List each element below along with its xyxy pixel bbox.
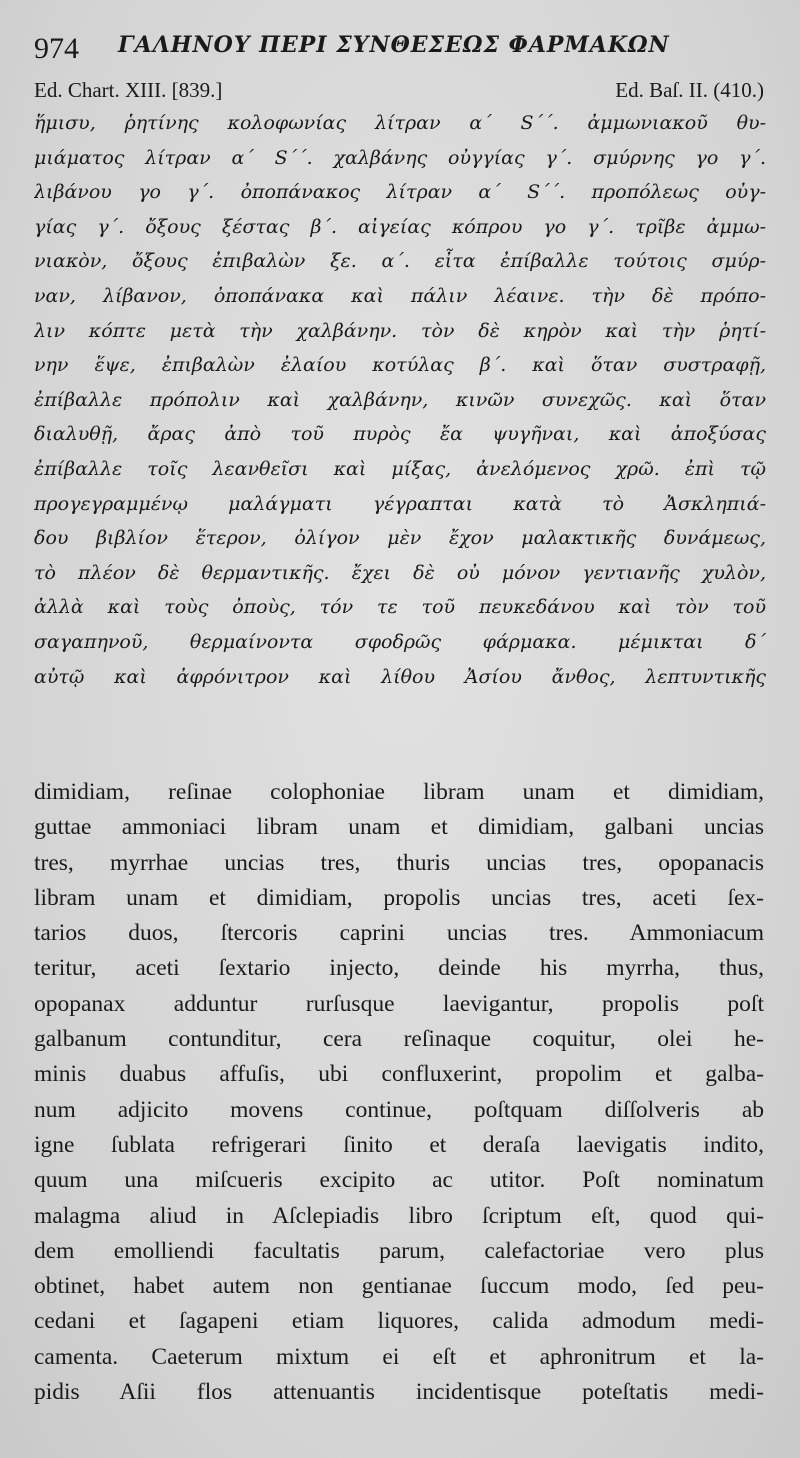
latin-text-line: obtinet, habet autem non gentianae ſuccum modo, ſed peu-: [34, 1273, 764, 1300]
latin-text-line: tarios duos, ſtercoris caprini uncias tres. Ammoniacum: [34, 920, 764, 947]
greek-text-line: νιακὸν, ὄξους ἐπιβαλὼν ξε. α΄. εἶτα ἐπίβαλλε τούτοις σμύρ-: [34, 250, 766, 273]
latin-translation-block: [34, 775, 764, 1410]
greek-text-line: ναν, λίβανον, ὀποπάνακα καὶ πάλιν λέαινε. τὴν δὲ πρόπο-: [34, 284, 766, 307]
greek-text-line: ἥμισυ, ῥητίνης κολοφωνίας λίτραν α΄ S΄΄. ἀμμωνιακοῦ θυ-: [34, 112, 766, 134]
page-number: 974: [34, 32, 79, 65]
greek-text-line: αὐτῷ καὶ ἀφρόνιτρον καὶ λίθου Ἀσίου ἄνθος, λεπτυντικῆς: [34, 665, 766, 688]
greek-text-line: λιβάνου γο γ΄. ὀποπάνακος λίτραν α΄ S΄΄. προπόλεως οὐγ-: [34, 181, 766, 204]
latin-text-line: galbanum contunditur, cera reſinaque coquitur, olei he-: [34, 1026, 764, 1053]
latin-text-line: igne ſublata refrigerari ſinito et deraſa laevigatis indito,: [34, 1131, 764, 1158]
greek-text-line: ἐπίβαλλε τοῖς λεανθεῖσι καὶ μίξας, ἀνελόμενος χρῶ. ἐπὶ τῷ: [34, 457, 766, 480]
greek-text-line: νην ἕψε, ἐπιβαλὼν ἐλαίου κοτύλας β΄. καὶ ὅταν συστραφῇ,: [34, 354, 766, 377]
latin-text-line: cedani et ſagapeni etiam liquores, calida admodum medi-: [34, 1308, 764, 1335]
greek-text-line: ἐπίβαλλε πρόπολιν καὶ χαλβάνην, κινῶν συνεχῶς. καὶ ὅταν: [34, 388, 766, 411]
latin-text-line: camenta. Caeterum mixtum ei eſt et aphronitrum et la-: [34, 1343, 764, 1370]
greek-text-line: μιάματος λίτραν α΄ S΄΄. χαλβάνης οὐγγίας γ΄. σμύρνης γο γ΄.: [34, 146, 766, 169]
greek-text-line: σαγαπηνοῦ, θερμαίνοντα σφοδρῶς φάρμακα. μέμικται δ΄: [34, 630, 766, 653]
greek-text-block: [34, 106, 766, 694]
latin-text-line: pidis Aſii flos attenuantis incidentisque poteſtatis medi-: [34, 1379, 764, 1406]
running-title: ΓΑΛΗΝΟΥ ΠΕΡΙ ΣΥΝΘΕΣΕΩΣ ΦΑΡΜΑΚΩΝ: [118, 32, 670, 58]
greek-text-line: λιν κόπτε μετὰ τὴν χαλβάνην. τὸν δὲ κηρὸν καὶ τὴν ῥητί-: [34, 319, 766, 342]
latin-text-line: libram unam et dimidiam, propolis uncias tres, aceti ſex-: [34, 884, 764, 911]
latin-text-line: tres, myrrhae uncias tres, thuris uncias tres, opopanacis: [34, 849, 764, 876]
latin-text-line: quum una miſcueris excipito ac utitor. Poſt nominatum: [34, 1167, 764, 1194]
latin-text-line: num adjicito movens continue, poſtquam diſſolveris ab: [34, 1096, 764, 1123]
latin-text-line: dimidiam, reſinae colophoniae libram unam et dimidiam,: [34, 779, 764, 805]
edition-reference-line: [34, 78, 764, 108]
greek-text-line: προγεγραμμένῳ μαλάγματι γέγραπται κατὰ τὸ Ἀσκληπιά-: [34, 492, 766, 515]
greek-text-line: τὸ πλέον δὲ θερμαντικῆς. ἔχει δὲ οὐ μόνον γεντιανῆς χυλὸν,: [34, 561, 766, 584]
latin-text-line: minis duabus affuſis, ubi confluxerint, propolim et galba-: [34, 1061, 764, 1088]
page-header: [34, 26, 764, 66]
latin-text-line: teritur, aceti ſextario injecto, deinde his myrrha, thus,: [34, 955, 764, 982]
edition-chartier-reference: Ed. Chart. XIII. [839.]: [34, 78, 223, 102]
latin-text-line: guttae ammoniaci libram unam et dimidiam, galbani uncias: [34, 814, 764, 841]
greek-text-line: ἀλλὰ καὶ τοὺς ὀποὺς, τόν τε τοῦ πευκεδάνου καὶ τὸν τοῦ: [34, 596, 766, 619]
latin-text-line: dem emolliendi facultatis parum, calefactoriae vero plus: [34, 1237, 764, 1264]
greek-text-line: δου βιβλίον ἕτερον, ὀλίγον μὲν ἔχον μαλακτικῆς δυνάμεως,: [34, 527, 766, 550]
greek-text-line: γίας γ΄. ὄξους ξέστας β΄. αἰγείας κόπρου γο γ΄. τρῖβε ἀμμω-: [34, 215, 766, 238]
latin-text-line: opopanax adduntur rurſusque laevigantur, propolis poſt: [34, 990, 764, 1017]
latin-text-line: malagma aliud in Aſclepiadis libro ſcriptum eſt, quod qui-: [34, 1202, 764, 1229]
greek-text-line: διαλυθῇ, ἄρας ἀπὸ τοῦ πυρὸς ἔα ψυγῆναι, καὶ ἀποξύσας: [34, 423, 766, 446]
edition-basel-reference: Ed. Baſ. II. (410.): [615, 78, 764, 102]
